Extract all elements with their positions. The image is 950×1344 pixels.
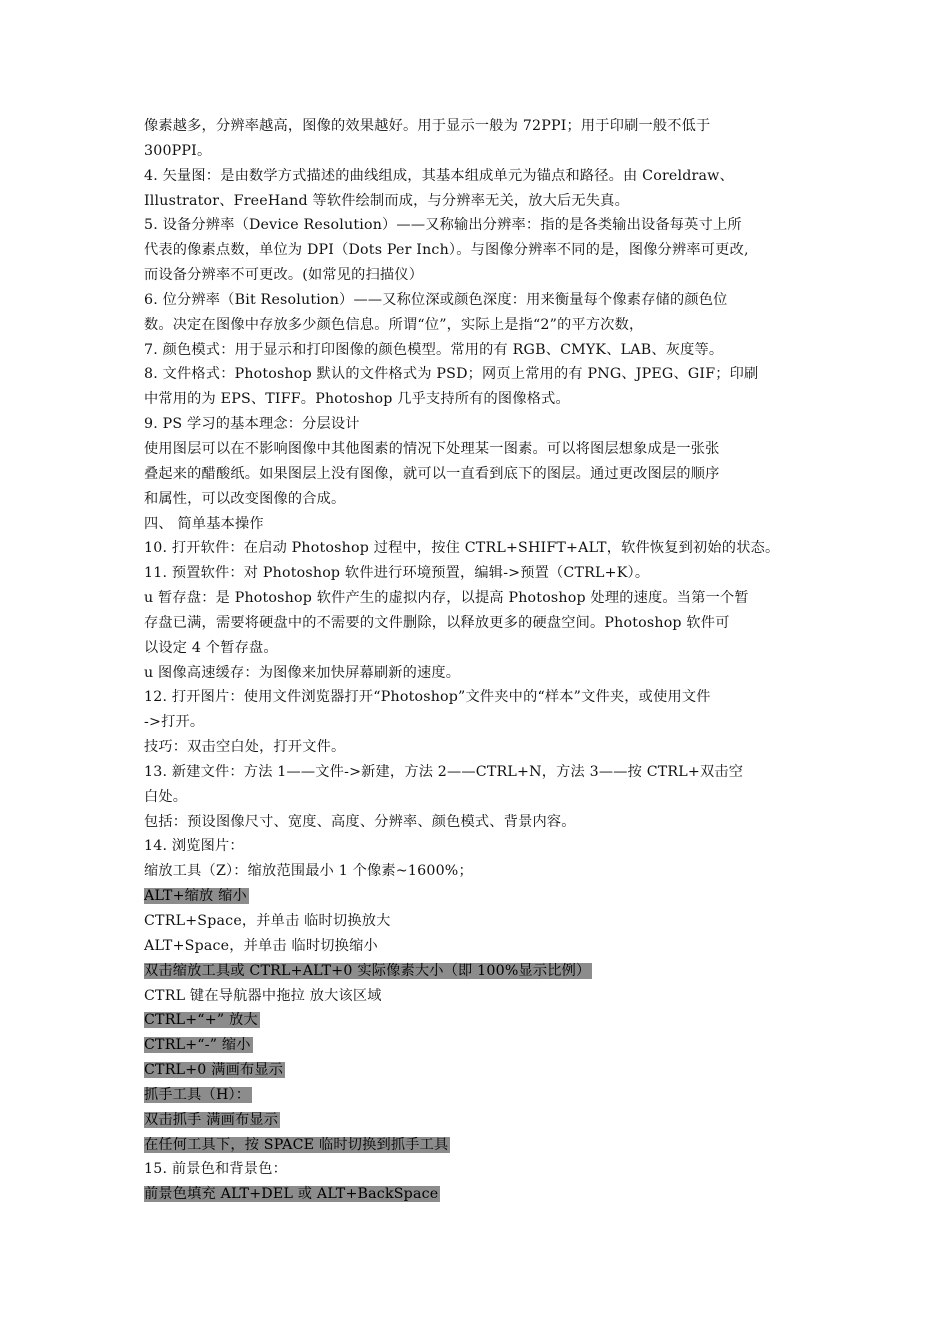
line-text: ->打开。 — [144, 714, 205, 731]
line-text: CTRL+Space，并单击 临时切换放大 — [144, 913, 391, 929]
text-line — [144, 238, 808, 263]
text-line — [144, 412, 808, 437]
line-text: 14. 浏览图片： — [144, 838, 244, 855]
text-line — [144, 1058, 808, 1083]
text-line — [144, 1133, 808, 1158]
highlighted-text: ALT+缩放 缩小 — [144, 888, 247, 905]
text-line — [144, 810, 808, 835]
text-line — [144, 387, 808, 412]
text-line — [144, 685, 808, 710]
line-text: 四、 简单基本操作 — [144, 515, 264, 532]
text-line — [144, 934, 808, 959]
text-line — [144, 462, 808, 487]
text-line — [144, 611, 808, 636]
text-line — [144, 909, 808, 934]
line-text: 缩放工具（Z）：缩放范围最小 1 个像素~1600%； — [144, 863, 473, 880]
text-line — [144, 189, 808, 214]
highlighted-text: 抓手工具（H）： — [144, 1086, 251, 1103]
line-text: CTRL 键在导航器中拖拉 放大该区域 — [144, 987, 382, 1004]
line-text: Illustrator、FreeHand 等软件绘制而成，与分辨率无关，放大后无失真。 — [144, 192, 629, 209]
line-text: 中常用的为 EPS、TIFF。Photoshop 几乎支持所有的图像格式。 — [144, 391, 570, 408]
highlighted-text: 在任何工具下，按 SPACE 临时切换到抓手工具 — [144, 1136, 449, 1153]
text-line — [144, 437, 808, 462]
highlighted-text: 前景色填充 ALT+DEL 或 ALT+BackSpace — [144, 1186, 439, 1203]
text-line — [144, 512, 808, 537]
text-line — [144, 313, 808, 338]
text-line — [144, 959, 808, 984]
line-text: u 图像高速缓存：为图像来加快屏幕刷新的速度。 — [144, 664, 461, 681]
line-text: 而设备分辨率不可更改。(如常见的扫描仪） — [144, 267, 424, 284]
line-text: 和属性，可以改变图像的合成。 — [144, 490, 346, 507]
text-line — [144, 735, 808, 760]
line-text: 8. 文件格式：Photoshop 默认的文件格式为 PSD；网页上常用的有 PNG、JPEG、GIF；印刷 — [144, 366, 759, 383]
line-text: 叠起来的醋酸纸。如果图层上没有图像，就可以一直看到底下的图层。通过更改图层的顺序 — [144, 465, 720, 482]
text-line — [144, 661, 808, 686]
text-line — [144, 536, 808, 561]
line-text: 代表的像素点数，单位为 DPI（Dots Per Inch）。与图像分辨率不同的是，图像分辨率可更改, — [144, 242, 749, 259]
document-page — [144, 114, 808, 1207]
text-line — [144, 139, 808, 164]
text-line — [144, 636, 808, 661]
line-text: 13. 新建文件：方法 1——文件->新建，方法 2——CTRL+N，方法 3——按 CTRL+双击空 — [144, 763, 744, 780]
line-text: 数。决定在图像中存放多少颜色信息。所谓“位”，实际上是指“2”的平方次数， — [144, 316, 644, 333]
text-line — [144, 1182, 808, 1207]
text-line — [144, 164, 808, 189]
line-text: ALT+Space，并单击 临时切换缩小 — [144, 937, 378, 954]
text-line — [144, 1083, 808, 1108]
line-text: 包括：预设图像尺寸、宽度、高度、分辨率、颜色模式、背景内容。 — [144, 813, 576, 830]
text-line — [144, 1033, 808, 1058]
line-text: 技巧：双击空白处，打开文件。 — [144, 739, 346, 756]
highlighted-text: 双击缩放工具或 CTRL+ALT+0 实际像素大小（即 100%显示比例） — [144, 962, 591, 979]
line-text: 存盘已满，需要将硬盘中的不需要的文件删除，以释放更多的硬盘空间。Photoshop 软件可 — [144, 614, 730, 631]
line-text: 12. 打开图片：使用文件浏览器打开“Photoshop”文件夹中的“样本”文件夹，或使用文件 — [144, 689, 711, 706]
line-text: 10. 打开软件：在启动 Photoshop 过程中，按住 CTRL+SHIFT+ALT，软件恢复到初始的状态。 — [144, 540, 780, 557]
line-text: 11. 预置软件：对 Photoshop 软件进行环境预置，编辑->预置（CTRL+K）。 — [144, 565, 650, 582]
text-line — [144, 586, 808, 611]
text-line — [144, 114, 808, 139]
text-line — [144, 785, 808, 810]
highlighted-text: 双击抓手 满画布显示 — [144, 1111, 279, 1128]
text-line — [144, 984, 808, 1009]
highlighted-text: CTRL+0 满画布显示 — [144, 1062, 284, 1079]
text-line — [144, 487, 808, 512]
text-line — [144, 362, 808, 387]
line-text: 15. 前景色和背景色： — [144, 1161, 287, 1178]
text-line — [144, 710, 808, 735]
line-text: 5. 设备分辨率（Device Resolution）——又称输出分辨率：指的是各类输出设备每英寸上所 — [144, 217, 742, 234]
line-text: 像素越多，分辨率越高，图像的效果越好。用于显示一般为 72PPI；用于印刷一般不低于 — [144, 118, 711, 134]
text-line — [144, 1157, 808, 1182]
text-line — [144, 760, 808, 785]
line-text: 使用图层可以在不影响图像中其他图素的情况下处理某一图素。可以将图层想象成是一张张 — [144, 440, 720, 457]
text-line — [144, 859, 808, 884]
text-line — [144, 561, 808, 586]
text-line — [144, 213, 808, 238]
line-text: 7. 颜色模式：用于显示和打印图像的颜色模型。常用的有 RGB、CMYK、LAB、灰度等。 — [144, 341, 724, 358]
line-text: 6. 位分辨率（Bit Resolution）——又称位深或颜色深度：用来衡量每个像素存储的颜色位 — [144, 291, 728, 308]
line-text: 300PPI。 — [144, 142, 212, 159]
text-line — [144, 1008, 808, 1033]
line-text: 9. PS 学习的基本理念：分层设计 — [144, 416, 360, 433]
line-text: 白处。 — [144, 788, 188, 805]
text-line — [144, 263, 808, 288]
text-line — [144, 1108, 808, 1133]
line-text: u 暂存盘：是 Photoshop 软件产生的虚拟内存，以提高 Photoshop 处理的速度。当第一个暂 — [144, 590, 749, 607]
text-line — [144, 884, 808, 909]
highlighted-text: CTRL+“-” 缩小 — [144, 1037, 251, 1054]
highlighted-text: CTRL+“+” 放大 — [144, 1012, 258, 1029]
text-line — [144, 338, 808, 363]
line-text: 4. 矢量图：是由数学方式描述的曲线组成，其基本组成单元为锚点和路径。由 Coreldraw、 — [144, 167, 734, 184]
text-line — [144, 288, 808, 313]
line-text: 以设定 4 个暂存盘。 — [144, 639, 278, 656]
text-line — [144, 834, 808, 859]
